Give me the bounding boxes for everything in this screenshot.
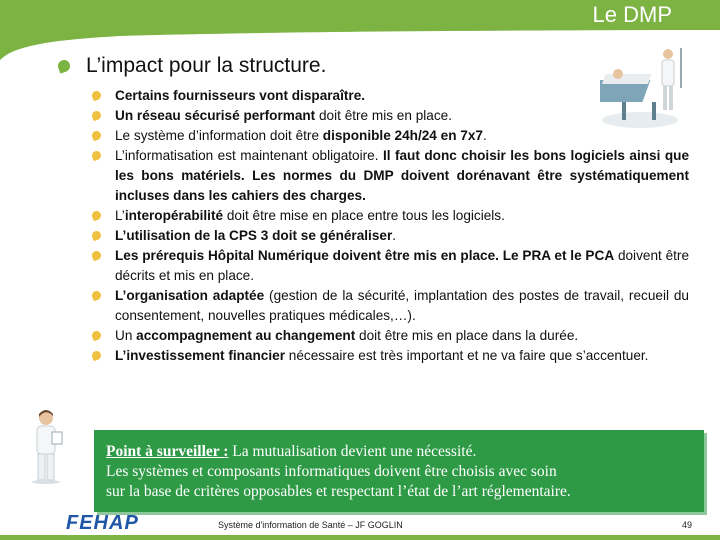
bullet-text-bold: L’organisation adaptée: [115, 288, 265, 303]
leaf-bullet-icon: [91, 330, 103, 342]
leaf-bullet-icon: [91, 110, 103, 122]
bullet-item: [92, 126, 689, 146]
leaf-bullet-icon: [91, 90, 103, 102]
doctor-figure: [22, 408, 72, 484]
note-line-2: Les systèmes et composants informatiques doivent être choisis avec soin: [106, 463, 557, 480]
note-text: [106, 442, 696, 502]
bullet-text-bold: Il faut donc choisir les bons logiciels ainsi que les bons matériels. Les normes du DMP doivent dorénavant être systématiquement incluses dans les cahiers des charges.: [115, 148, 690, 203]
bullet-text: nécessaire est très important et ne va faire que s’accentuer.: [285, 348, 649, 363]
bullet-text: doivent être décrits et mis en place.: [115, 248, 690, 283]
title-leaf-bullet-icon: [56, 58, 71, 73]
bullet-text: (gestion de la sécurité, implantation des postes de travail, recueil du consentement, nouvelles pratiques médicales,…).: [115, 288, 689, 323]
bullet-text-bold: accompagnement au changement: [136, 328, 356, 343]
bullet-list: [92, 86, 689, 366]
bullet-item: [92, 106, 689, 126]
leaf-bullet-icon: [91, 290, 103, 302]
bullet-item: [92, 206, 689, 226]
footer-line: [0, 535, 720, 540]
bullet-text-bold: Les prérequis Hôpital Numérique doivent être mis en place. Le PRA et le PCA: [115, 248, 615, 263]
leaf-bullet-icon: [91, 350, 103, 362]
bullet-text-bold: L’utilisation de la CPS 3 doit se généraliser: [115, 228, 393, 243]
slide-header-title: Le DMP: [592, 2, 672, 27]
bullet-item: [92, 226, 689, 246]
bullet-text-bold: Certains fournisseurs vont disparaître.: [115, 88, 366, 103]
bullet-item: [92, 346, 689, 366]
page-number: 49: [682, 520, 693, 530]
bullet-text: .: [482, 128, 487, 143]
bullet-text: .: [392, 228, 397, 243]
note-box: [94, 430, 704, 512]
leaf-bullet-icon: [91, 150, 103, 162]
bullet-text-bold: Un réseau sécurisé performant: [115, 108, 316, 123]
leaf-bullet-icon: [91, 130, 103, 142]
bullet-text: doit être mis en place.: [315, 108, 452, 123]
bullet-text: doit être mis en place dans la durée.: [355, 328, 579, 343]
note-line-3: sur la base de critères opposables et respectant l’état de l’art réglementaire.: [106, 483, 571, 500]
bullet-text-bold: L’investissement financier: [115, 348, 285, 363]
fehap-logo: FEHAP: [66, 512, 139, 534]
bullet-text: Un: [115, 328, 137, 343]
bullet-text: L’informatisation est maintenant obligatoire.: [115, 148, 383, 163]
bullet-item: [92, 86, 689, 106]
note-line-1: La mutualisation devient une nécessité.: [228, 443, 477, 460]
note-label: Point à surveiller :: [106, 443, 229, 460]
bullet-text: Le système d’information doit être: [115, 128, 323, 143]
bullet-text-bold: interopérabilité: [124, 208, 224, 223]
bullet-text: L’: [115, 208, 125, 223]
footer-text: Système d'information de Santé – JF GOGLIN: [218, 520, 403, 530]
leaf-bullet-icon: [91, 250, 103, 262]
bullet-item: [92, 286, 689, 326]
bullet-item: [92, 146, 689, 206]
bullet-item: [92, 246, 689, 286]
leaf-bullet-icon: [91, 230, 103, 242]
bullet-text: doit être mise en place entre tous les logiciels.: [223, 208, 505, 223]
bullet-text-bold: disponible 24h/24 en 7x7: [322, 128, 483, 143]
leaf-bullet-icon: [91, 210, 103, 222]
slide-title: L’impact pour la structure.: [86, 54, 327, 77]
bullet-item: [92, 326, 689, 346]
